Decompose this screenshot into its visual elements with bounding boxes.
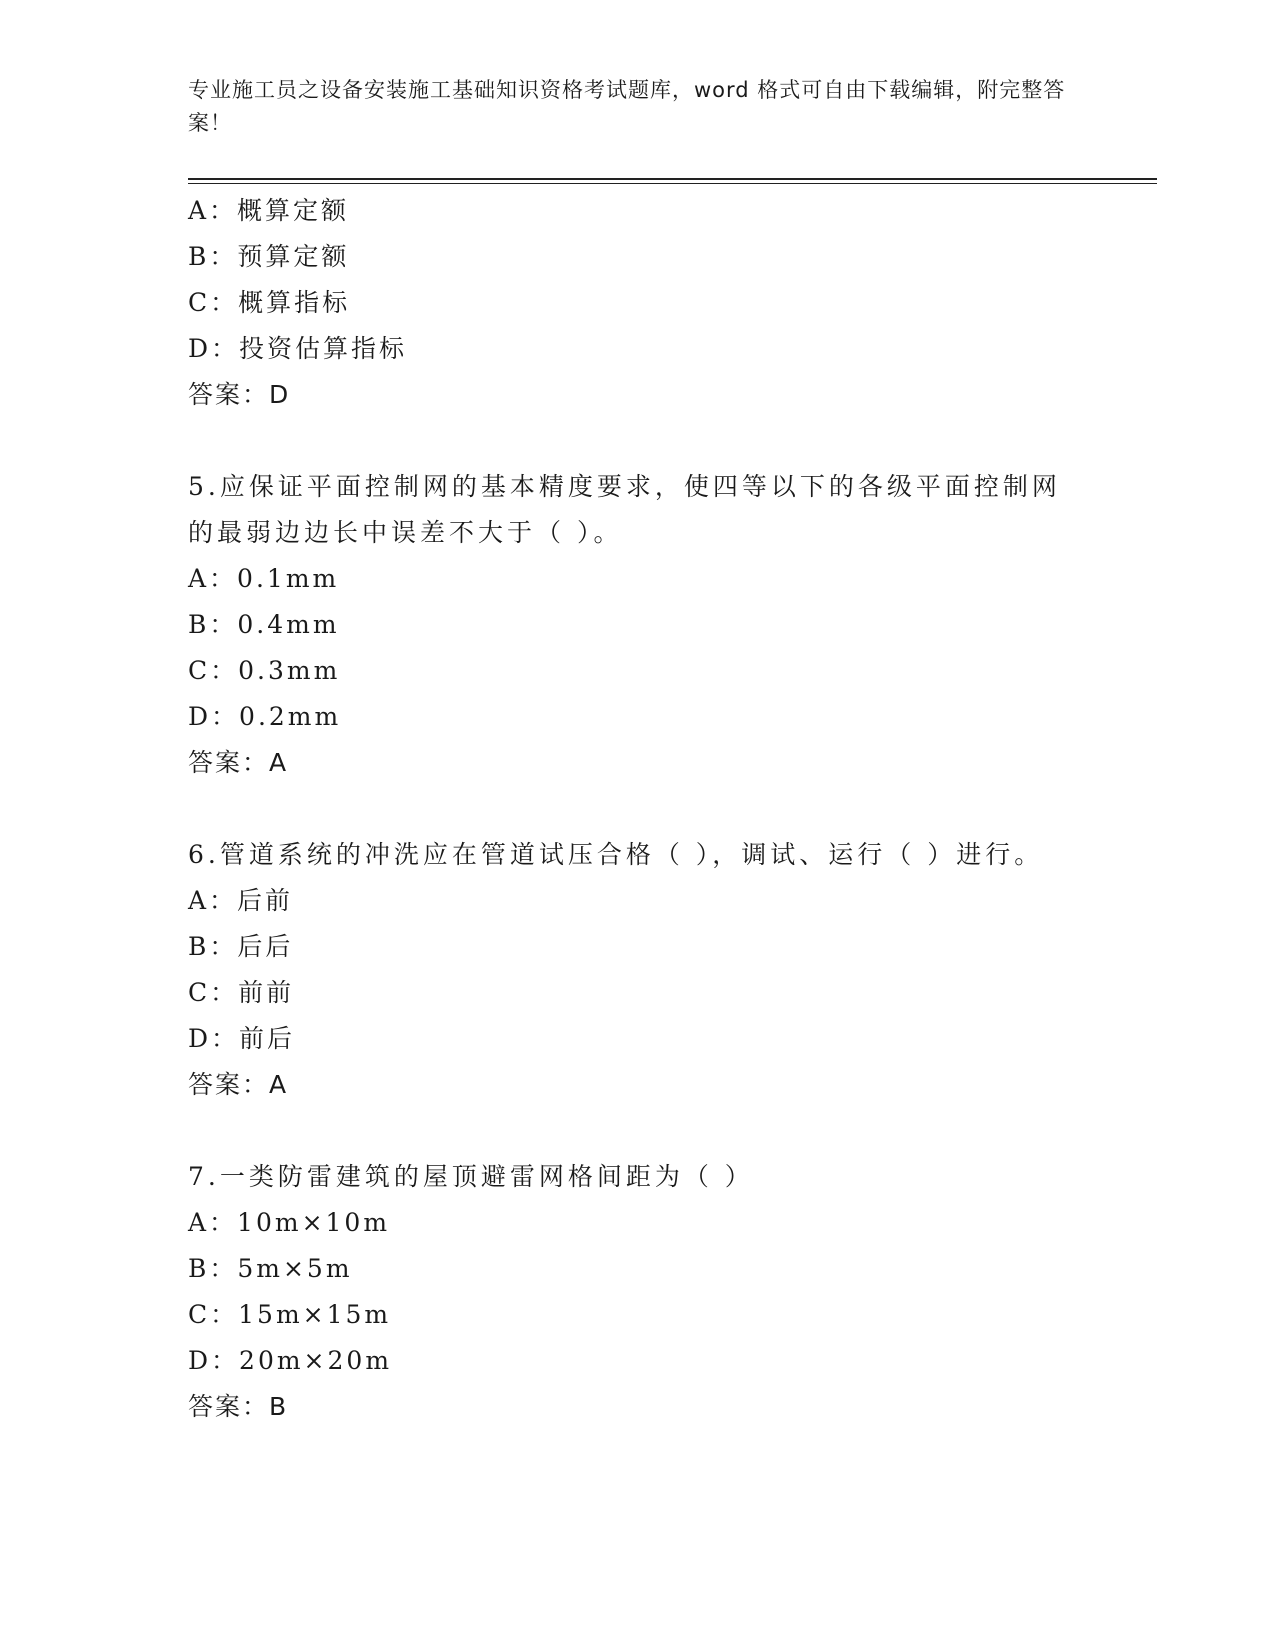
question-block-6 — [188, 832, 1157, 1108]
option-a: A：0.1mm — [188, 564, 340, 593]
question-text: 7.一类防雷建筑的屋顶避雷网格间距为（ ） — [188, 1162, 754, 1191]
option-c: C：15m×15m — [188, 1300, 392, 1329]
question-text: 6.管道系统的冲洗应在管道试压合格（ ），调试、运行（ ）进行。 — [188, 840, 1044, 869]
option-c: C：前前 — [188, 978, 295, 1007]
option-d: D：0.2mm — [188, 702, 342, 731]
option-b: B：5m×5m — [188, 1254, 353, 1283]
option-d: D：前后 — [188, 1024, 296, 1053]
answer-line: 答案：B — [188, 1392, 289, 1421]
question-block-4 — [188, 188, 1157, 418]
question-block-7 — [188, 1154, 1157, 1430]
option-a: A：概算定额 — [188, 196, 350, 225]
answer-line: 答案：D — [188, 380, 291, 409]
header-divider-thin — [188, 183, 1157, 184]
answer-line: 答案：A — [188, 748, 289, 777]
document-header: 专业施工员之设备安装施工基础知识资格考试题库，word 格式可自由下载编辑，附完整答案！ — [188, 78, 1066, 135]
option-b: B：后后 — [188, 932, 294, 961]
option-a: A：后前 — [188, 886, 294, 915]
answer-line: 答案：A — [188, 1070, 289, 1099]
option-d: D：20m×20m — [188, 1346, 393, 1375]
option-a: A：10m×10m — [188, 1208, 391, 1237]
option-b: B：0.4mm — [188, 610, 340, 639]
question-block-5 — [188, 464, 1157, 786]
option-b: B：预算定额 — [188, 242, 350, 271]
option-c: C：0.3mm — [188, 656, 341, 685]
option-d: D：投资估算指标 — [188, 334, 408, 363]
question-list — [188, 188, 1157, 1430]
question-text: 5.应保证平面控制网的基本精度要求，使四等以下的各级平面控制网的最弱边边长中误差不大于（ ）。 — [188, 472, 1061, 547]
option-c: C：概算指标 — [188, 288, 351, 317]
header-divider-thick — [188, 178, 1157, 180]
